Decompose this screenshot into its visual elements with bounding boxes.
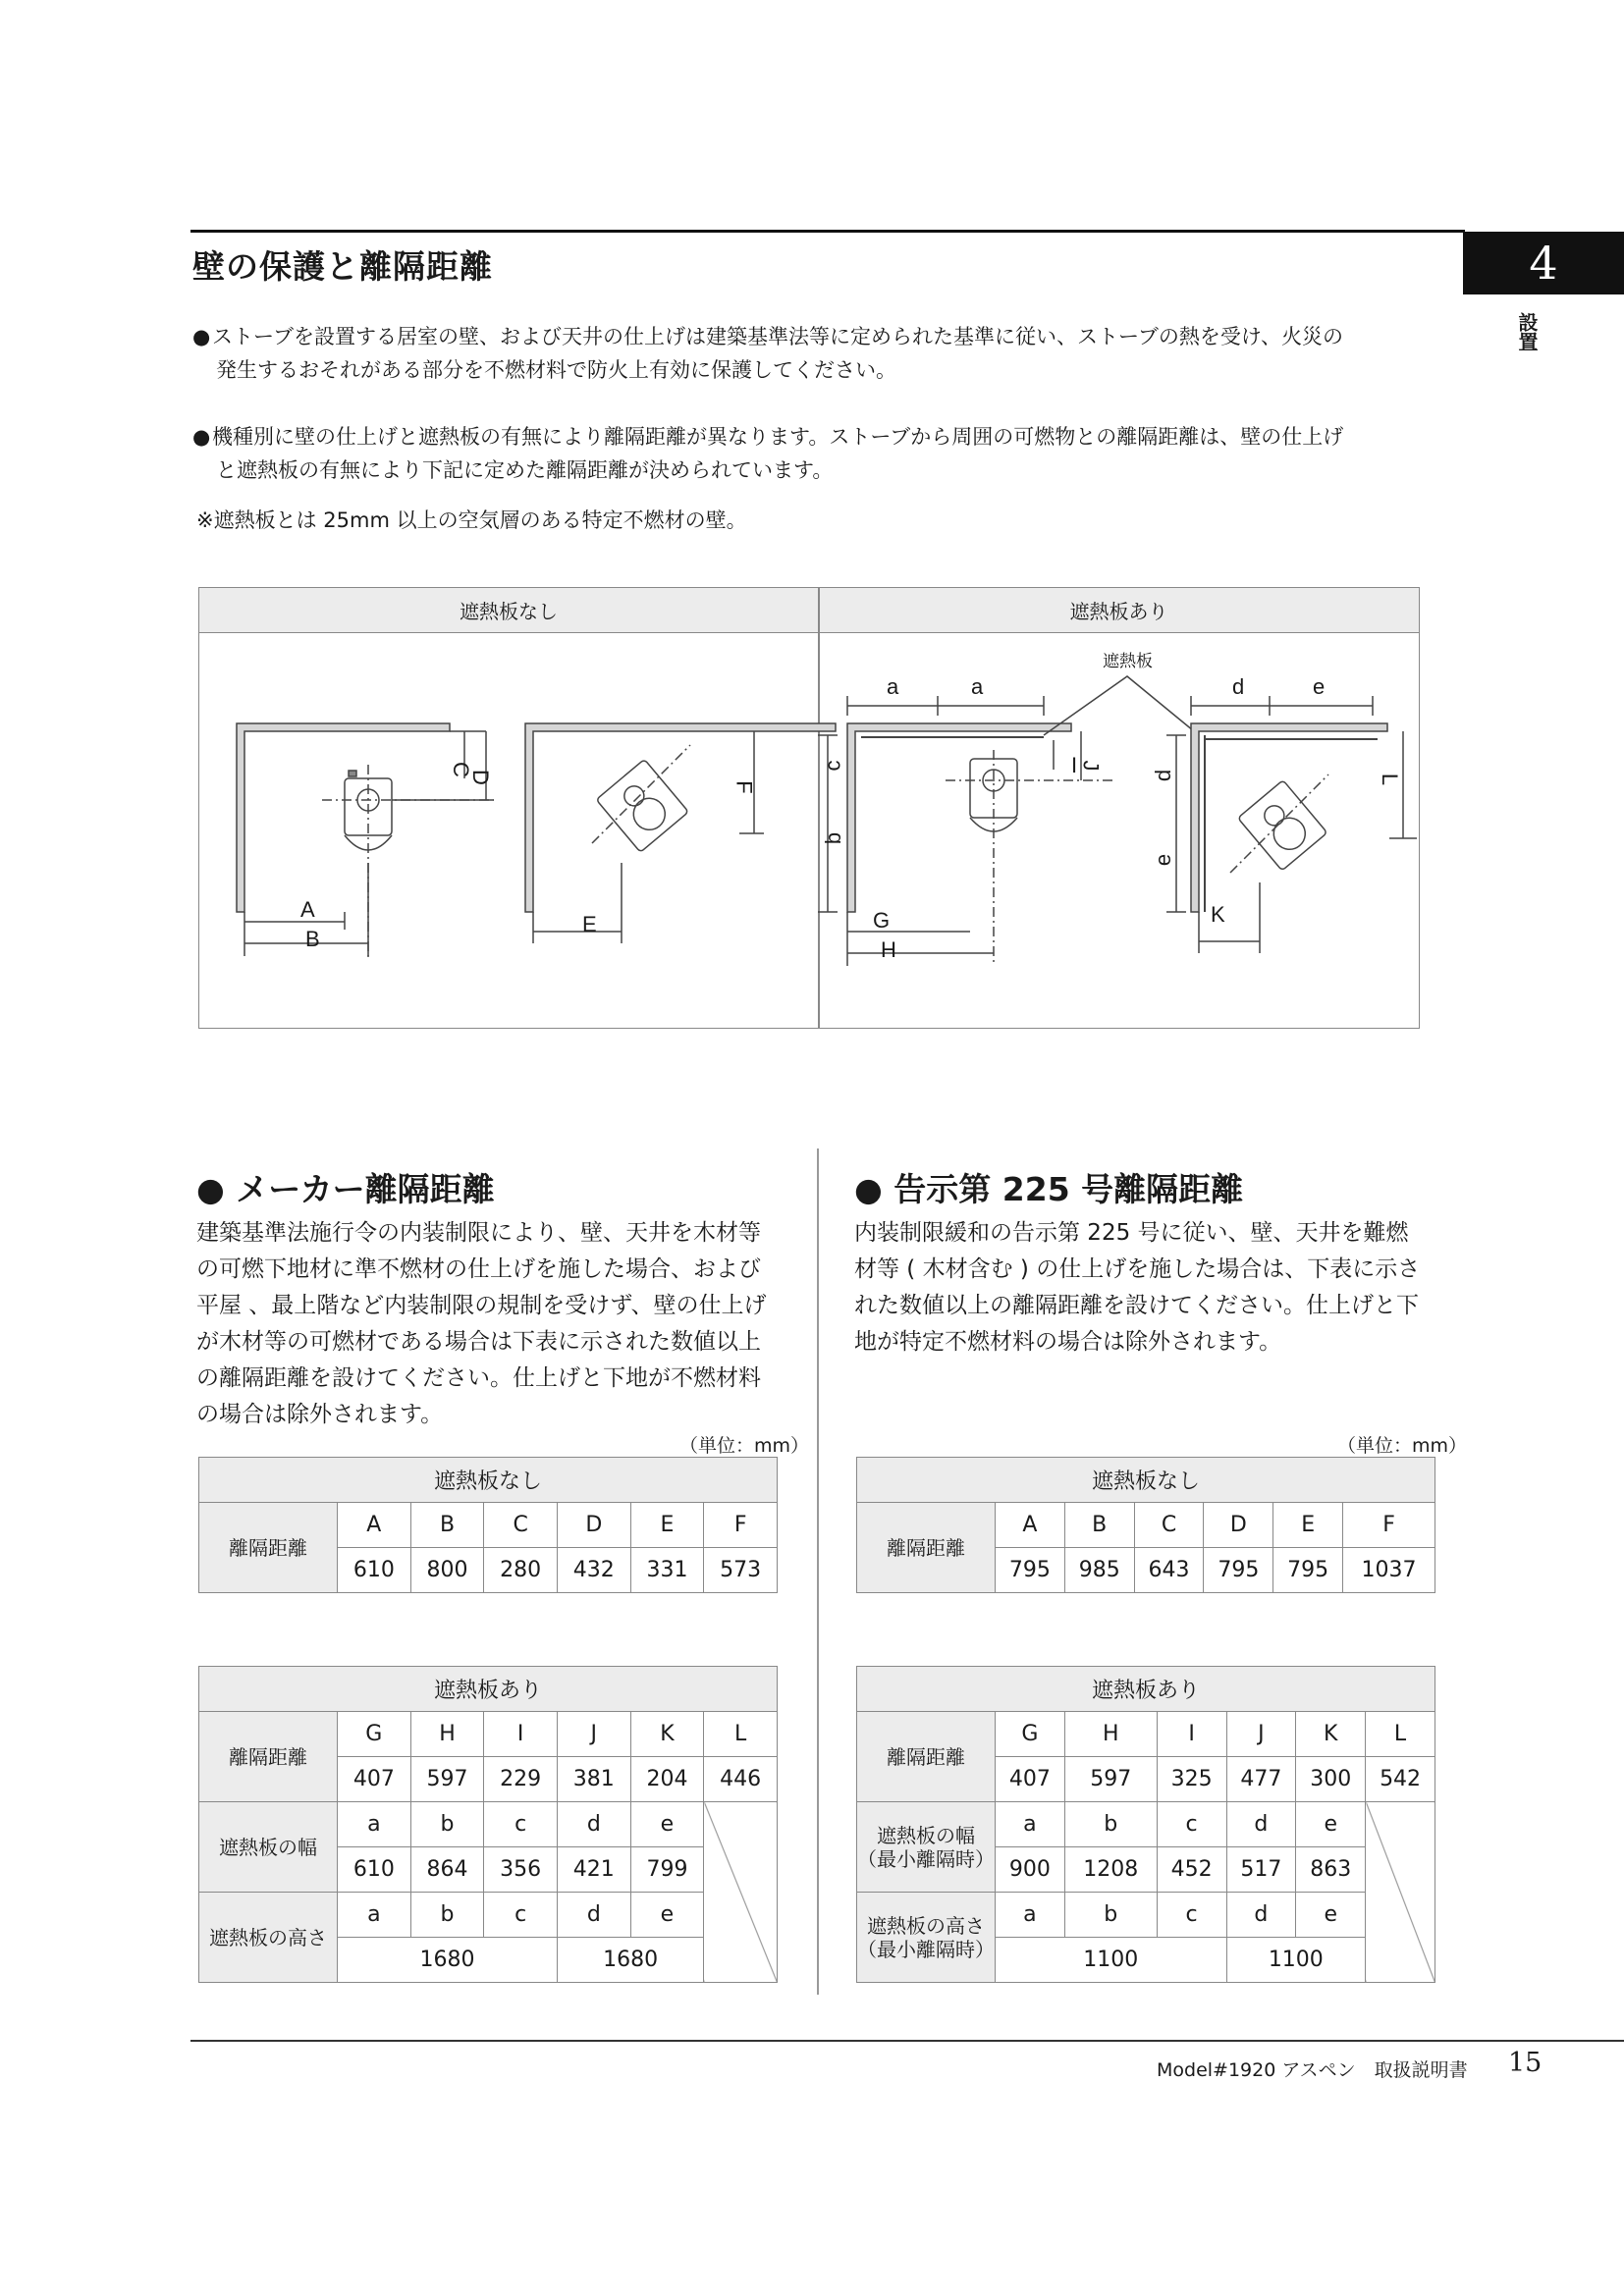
col-header: L <box>704 1712 778 1757</box>
diagram-header-no-shield: 遮熱板なし <box>199 588 818 633</box>
row-label: 離隔距離 <box>199 1503 338 1593</box>
row-label <box>857 1893 996 1983</box>
col-header: e <box>1296 1802 1366 1847</box>
col-header: c <box>1157 1893 1226 1938</box>
col-header: b <box>410 1802 484 1847</box>
side-tab-text: 設置 <box>1515 312 1539 351</box>
cell-value: 407 <box>338 1757 411 1802</box>
header-rule <box>190 230 1465 233</box>
dim-label-b-lower: b <box>821 831 846 845</box>
col-header: E <box>1273 1503 1343 1548</box>
bullet-icon: ● <box>192 325 211 348</box>
dim-label-e-upper: E <box>582 912 597 936</box>
table-header: 遮熱板あり <box>857 1667 1435 1712</box>
maker-body-line: の場合は除外されます。 <box>196 1402 444 1427</box>
dim-label-b-upper: B <box>305 927 320 951</box>
maker-body-line: の可燃下地材に準不燃材の仕上げを施した場合、および <box>196 1256 761 1282</box>
col-header: c <box>484 1802 558 1847</box>
cell-value: 517 <box>1226 1847 1296 1893</box>
dim-label-i: I <box>1071 753 1078 777</box>
col-header: d <box>557 1893 630 1938</box>
shield-note: ※遮熱板とは 25mm 以上の空気層のある特定不燃材の壁。 <box>196 508 747 532</box>
col-header: D <box>1204 1503 1273 1548</box>
intro-paragraph-1 <box>192 320 1459 387</box>
table-header: 遮熱板なし <box>199 1458 778 1503</box>
col-header: A <box>338 1503 411 1548</box>
dim-label-g: G <box>873 908 891 933</box>
cell-value: 1100 <box>1226 1938 1366 1983</box>
cell-value: 864 <box>410 1847 484 1893</box>
cell-value: 446 <box>704 1757 778 1802</box>
intro-p1-line1: ストーブを設置する居室の壁、および天井の仕上げは建築基準法等に定められた基準に従い、ストーブの熱を受け、火災の <box>212 325 1344 348</box>
dim-label-d-lower: d <box>1151 769 1176 782</box>
clearance-diagram <box>198 587 1420 1029</box>
row-label-sub: （最小離隔時） <box>857 1846 995 1871</box>
dim-label-k: K <box>1211 902 1225 927</box>
diagram-header-with-shield: 遮熱板あり <box>819 588 1419 633</box>
cell-value: 280 <box>484 1548 558 1593</box>
intro-p2-line2: と遮熱板の有無により下記に定めた離隔距離が決められています。 <box>216 458 834 482</box>
intro-p1-line2: 発生するおそれがある部分を不燃材料で防火上有効に保護してください。 <box>216 358 896 382</box>
col-header: A <box>996 1503 1065 1548</box>
cell-value: 407 <box>996 1757 1065 1802</box>
cell-value: 799 <box>630 1847 704 1893</box>
maker-section-body <box>196 1215 785 1433</box>
dim-label-j: J <box>1078 760 1104 772</box>
notice-section-title: ● 告示第 225 号離隔距離 <box>854 1170 1244 1208</box>
cell-value: 800 <box>410 1548 484 1593</box>
page-number: 15 <box>1508 2048 1543 2078</box>
cell-value: 1680 <box>557 1938 703 1983</box>
notice-body-line: 材等 ( 木材含む ) の仕上げを施した場合は、下表に示さ <box>854 1256 1421 1282</box>
cell-value: 610 <box>338 1847 411 1893</box>
cell-value: 610 <box>338 1548 411 1593</box>
row-label-text: 遮熱板の幅 <box>877 1823 975 1847</box>
cell-value: 421 <box>557 1847 630 1893</box>
col-header: H <box>1064 1712 1157 1757</box>
footer-rule <box>190 2040 1624 2042</box>
col-header: J <box>557 1712 630 1757</box>
dim-label-d-top: d <box>1232 674 1245 699</box>
col-header: a <box>338 1893 411 1938</box>
col-header: B <box>410 1503 484 1548</box>
row-label-sub: （最小離隔時） <box>857 1937 995 1961</box>
col-header: K <box>630 1712 704 1757</box>
col-header: K <box>1296 1712 1366 1757</box>
row-label: 離隔距離 <box>199 1712 338 1802</box>
cell-value: 573 <box>704 1548 778 1593</box>
dim-label-e-top: e <box>1313 674 1326 699</box>
col-header: d <box>557 1802 630 1847</box>
row-label-text: 遮熱板の幅 <box>219 1835 317 1859</box>
notice-table-with-shield <box>856 1666 1435 1983</box>
row-label: 離隔距離 <box>857 1503 996 1593</box>
col-header: d <box>1226 1802 1296 1847</box>
col-header: a <box>996 1802 1065 1847</box>
col-header: G <box>338 1712 411 1757</box>
intro-p2-line1: 機種別に壁の仕上げと遮熱板の有無により離隔距離が異なります。ストーブから周囲の可燃物との離隔距離は、壁の仕上げ <box>212 425 1344 449</box>
cell-value: 900 <box>996 1847 1065 1893</box>
dim-label-a-right: a <box>971 674 984 699</box>
cell-value: 432 <box>557 1548 630 1593</box>
col-header: b <box>410 1893 484 1938</box>
maker-body-line: の離隔距離を設けてください。仕上げと下地が不燃材料 <box>196 1365 761 1391</box>
notice-section-body <box>854 1215 1443 1361</box>
empty-diagonal-cell <box>1366 1802 1435 1983</box>
maker-body-line: が木材等の可燃材である場合は下表に示された数値以上 <box>196 1329 761 1355</box>
cell-value: 1208 <box>1064 1847 1157 1893</box>
cell-value: 795 <box>996 1548 1065 1593</box>
col-header: E <box>630 1503 704 1548</box>
row-label-text: 遮熱板の高さ <box>867 1913 985 1938</box>
dim-label-e-lower: e <box>1151 853 1176 867</box>
row-label <box>199 1893 338 1983</box>
col-header: c <box>484 1893 558 1938</box>
col-header: e <box>630 1802 704 1847</box>
page-title: 壁の保護と離隔距離 <box>192 247 493 286</box>
row-label: 離隔距離 <box>857 1712 996 1802</box>
cell-value: 643 <box>1134 1548 1204 1593</box>
row-label <box>857 1802 996 1893</box>
table-header: 遮熱板あり <box>199 1667 778 1712</box>
chapter-side-tab <box>1510 312 1543 351</box>
cell-value: 1037 <box>1343 1548 1435 1593</box>
notice-body-line: 内装制限緩和の告示第 225 号に従い、壁、天井を難燃 <box>854 1220 1409 1246</box>
shield-label: 遮熱板 <box>1103 652 1153 671</box>
row-label-text: 遮熱板の高さ <box>209 1925 327 1949</box>
maker-table-no-shield <box>198 1457 778 1593</box>
col-header: C <box>1134 1503 1204 1548</box>
notice-unit-label: （単位：mm） <box>1337 1435 1468 1457</box>
maker-table-with-shield <box>198 1666 778 1983</box>
dim-label-f-upper: F <box>731 780 757 794</box>
col-header: I <box>1157 1712 1226 1757</box>
col-header: b <box>1064 1893 1157 1938</box>
cell-value: 597 <box>1064 1757 1157 1802</box>
col-header: C <box>484 1503 558 1548</box>
cell-value: 985 <box>1064 1548 1134 1593</box>
diagram-drawing <box>199 588 1421 1030</box>
cell-value: 204 <box>630 1757 704 1802</box>
bullet-icon: ● <box>192 425 211 449</box>
cell-value: 542 <box>1366 1757 1435 1802</box>
cell-value: 863 <box>1296 1847 1366 1893</box>
table-header: 遮熱板なし <box>857 1458 1435 1503</box>
cell-value: 795 <box>1204 1548 1273 1593</box>
cell-value: 1680 <box>338 1938 558 1983</box>
col-header: J <box>1226 1712 1296 1757</box>
row-label <box>199 1802 338 1893</box>
col-header: F <box>704 1503 778 1548</box>
maker-body-line: 建築基準法施行令の内装制限により、壁、天井を木材等 <box>196 1220 761 1246</box>
empty-diagonal-cell <box>704 1802 778 1983</box>
intro-paragraph-2 <box>192 420 1459 487</box>
col-header: d <box>1226 1893 1296 1938</box>
col-header: H <box>410 1712 484 1757</box>
col-header: e <box>630 1893 704 1938</box>
maker-unit-label: （単位：mm） <box>679 1435 810 1457</box>
dim-label-a-upper: A <box>300 897 315 922</box>
dim-label-c-upper: C <box>448 762 473 777</box>
col-header: G <box>996 1712 1065 1757</box>
col-header: c <box>1157 1802 1226 1847</box>
chapter-number: 4 <box>1463 232 1624 294</box>
cell-value: 477 <box>1226 1757 1296 1802</box>
cell-value: 381 <box>557 1757 630 1802</box>
cell-value: 356 <box>484 1847 558 1893</box>
maker-section-title: ● メーカー離隔距離 <box>196 1170 495 1208</box>
cell-value: 325 <box>1157 1757 1226 1802</box>
col-header: a <box>338 1802 411 1847</box>
dim-label-d-upper: D <box>467 770 493 785</box>
notice-body-line: 地が特定不燃材料の場合は除外されます。 <box>854 1329 1282 1355</box>
cell-value: 597 <box>410 1757 484 1802</box>
col-header: D <box>557 1503 630 1548</box>
notice-table-no-shield <box>856 1457 1435 1593</box>
cell-value: 331 <box>630 1548 704 1593</box>
col-header: B <box>1064 1503 1134 1548</box>
col-header: F <box>1343 1503 1435 1548</box>
col-header: L <box>1366 1712 1435 1757</box>
cell-value: 452 <box>1157 1847 1226 1893</box>
col-header: e <box>1296 1893 1366 1938</box>
dim-label-a-left: a <box>887 674 899 699</box>
maker-body-line: 平屋 、最上階など内装制限の規制を受けず、壁の仕上げ <box>196 1293 767 1318</box>
col-header: b <box>1064 1802 1157 1847</box>
col-header: a <box>996 1893 1065 1938</box>
dim-label-c-lower: c <box>820 760 845 772</box>
column-divider <box>817 1148 819 1995</box>
cell-value: 300 <box>1296 1757 1366 1802</box>
cell-value: 229 <box>484 1757 558 1802</box>
dim-label-h: H <box>881 937 896 962</box>
col-header: I <box>484 1712 558 1757</box>
footer-model: Model#1920 アスペン 取扱説明書 <box>1157 2059 1468 2081</box>
dim-label-l: L <box>1378 773 1403 786</box>
notice-body-line: れた数値以上の離隔距離を設けてください。仕上げと下 <box>854 1293 1419 1318</box>
cell-value: 1100 <box>996 1938 1227 1983</box>
cell-value: 795 <box>1273 1548 1343 1593</box>
